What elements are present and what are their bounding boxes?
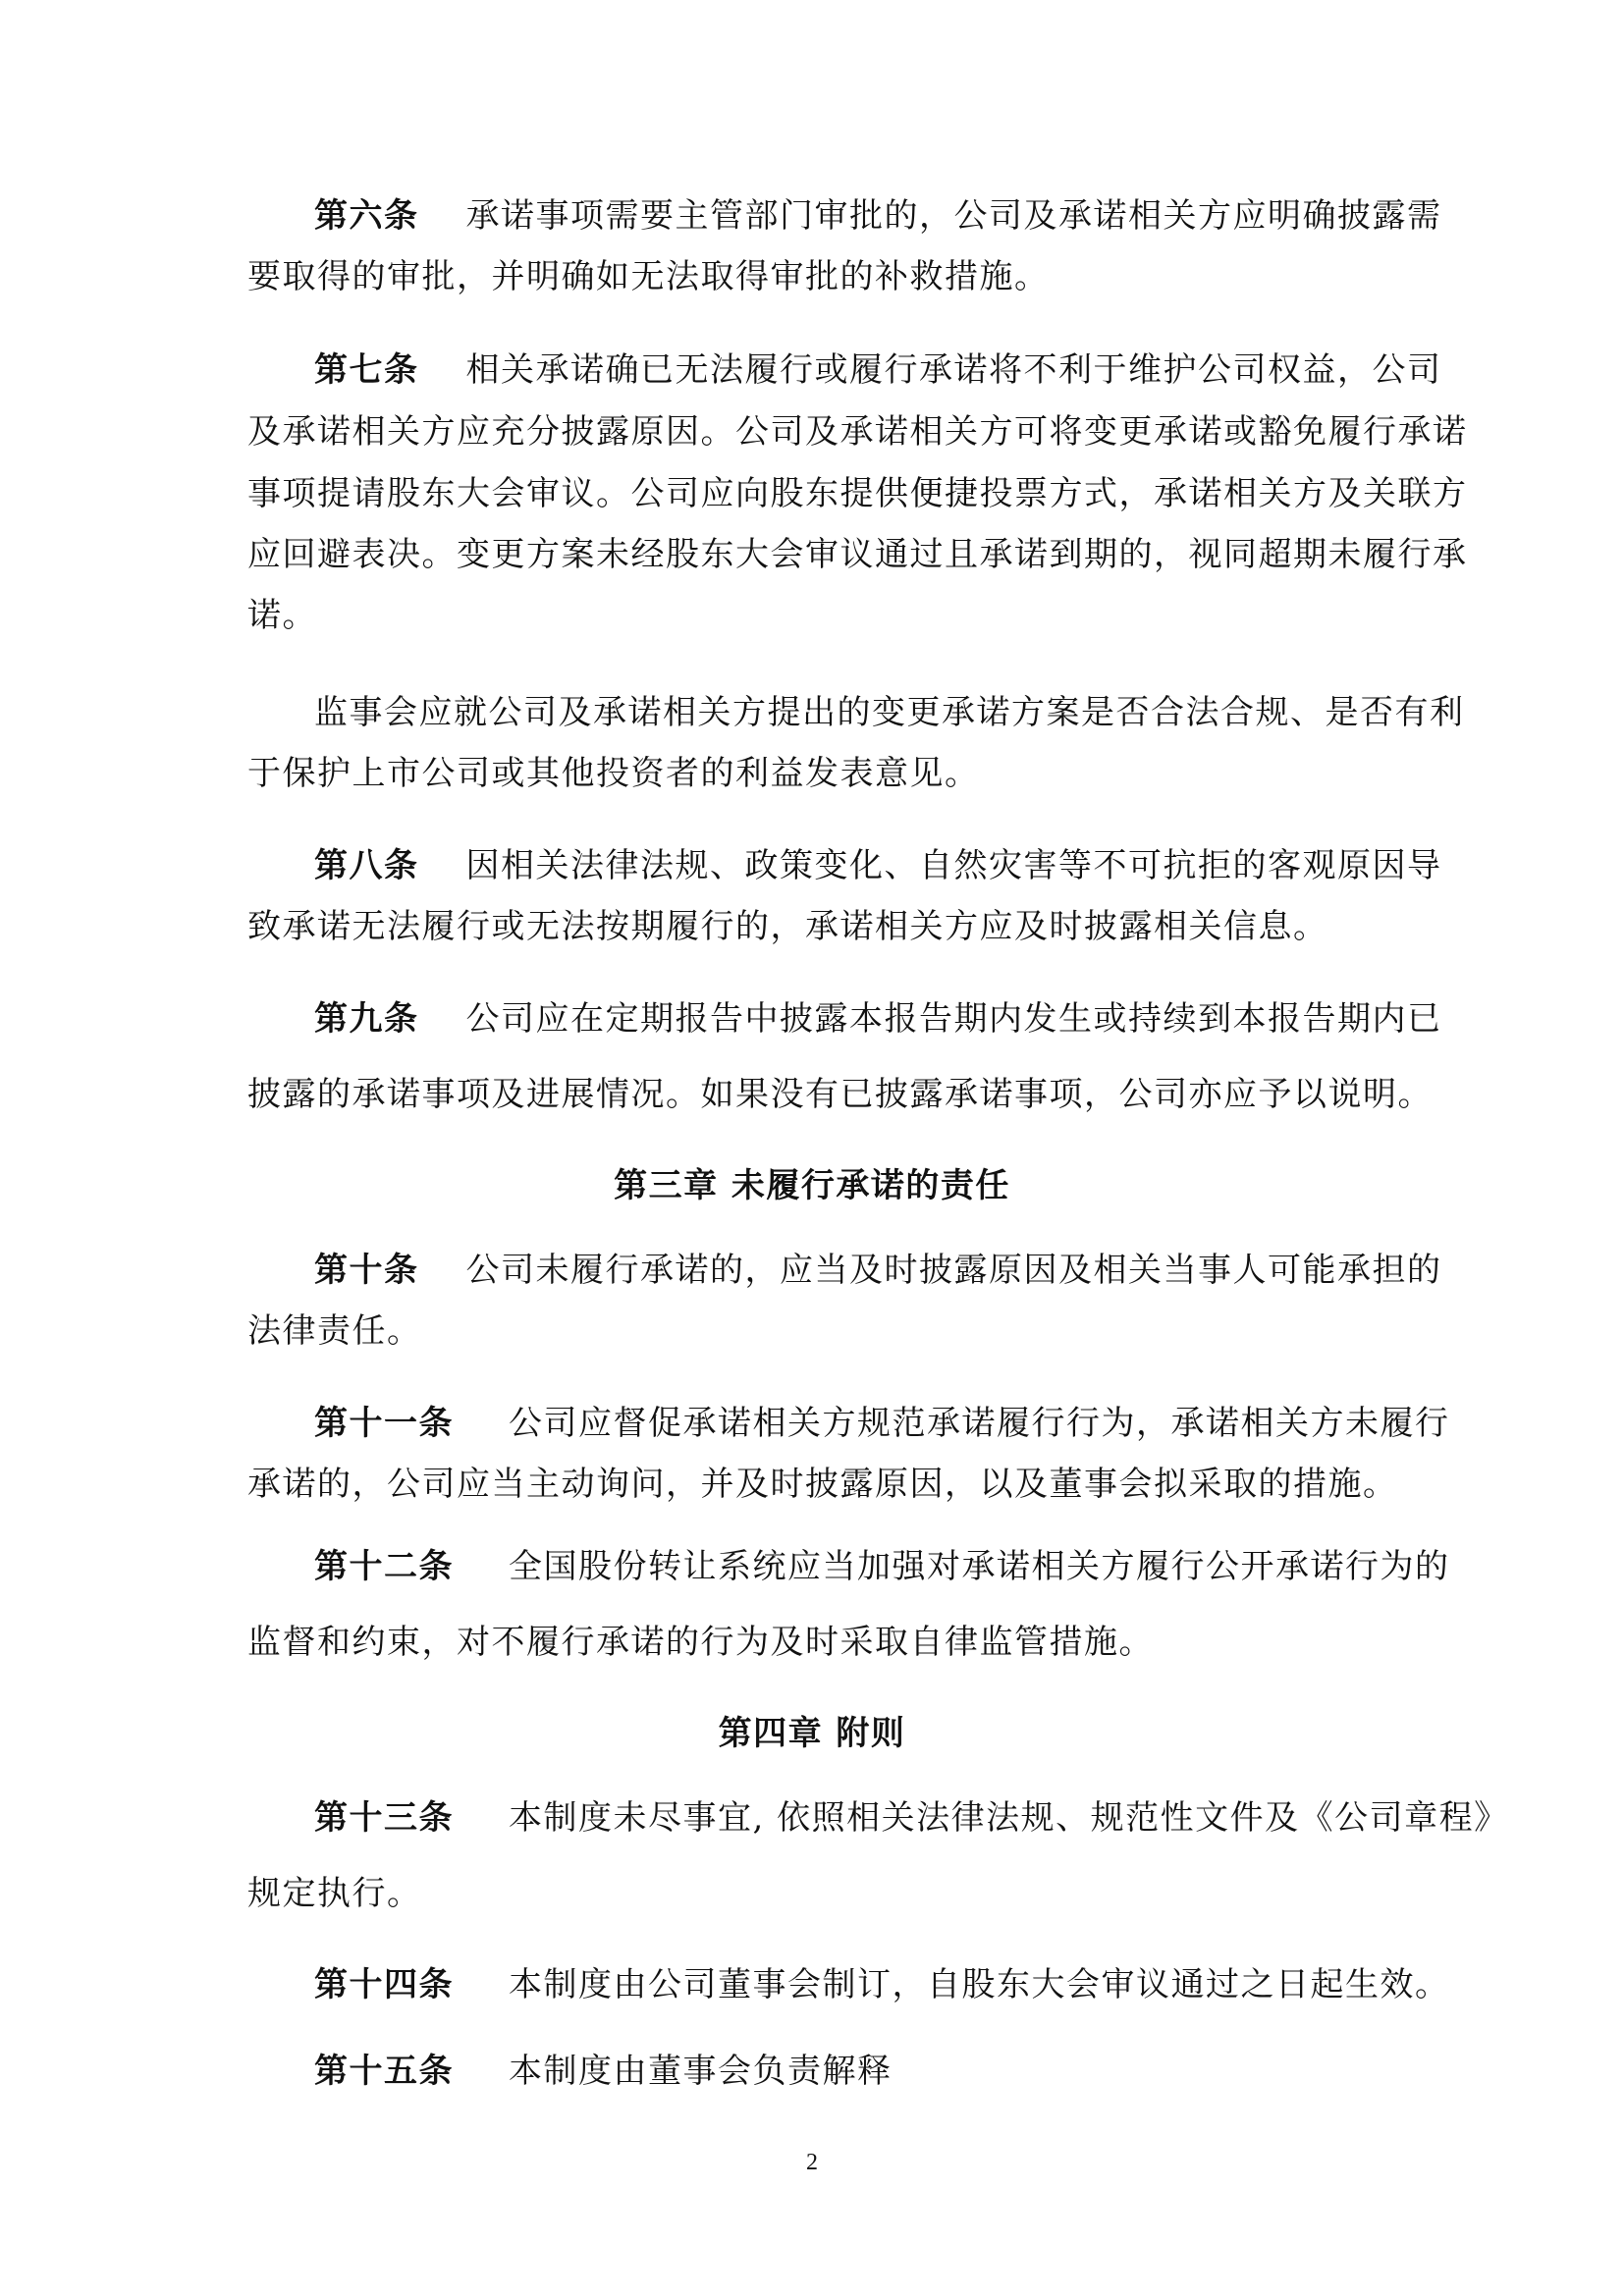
article-text: 承诺事项需要主管部门审批的，公司及承诺相关方应明确披露需	[465, 196, 1442, 236]
article-number: 第十条	[314, 1251, 419, 1290]
article-text: 本制度未尽事宜, 依照相关法律法规、规范性文件及《公司章程》	[509, 1798, 1509, 1838]
paragraph-text: 于保护上市公司或其他投资者的利益发表意见。	[247, 754, 980, 793]
article-text: 应回避表决。变更方案未经股东大会审议通过且承诺到期的，视同超期未履行承	[247, 535, 1468, 574]
chapter-3-heading: 第三章 未履行承诺的责任	[614, 1166, 1010, 1205]
article-text: 披露的承诺事项及进展情况。如果没有已披露承诺事项，公司亦应予以说明。	[247, 1075, 1433, 1114]
article-number: 第九条	[314, 999, 419, 1039]
article-text: 监督和约束，对不履行承诺的行为及时采取自律监管措施。	[247, 1623, 1154, 1662]
article-number: 第十一条	[314, 1404, 454, 1443]
article-text: 因相关法律法规、政策变化、自然灾害等不可抗拒的客观原因导	[465, 846, 1442, 885]
article-text: 本制度由董事会负责解释	[509, 2052, 893, 2091]
article-text: 承诺的，公司应当主动询问，并及时披露原因，以及董事会拟采取的措施。	[247, 1465, 1398, 1504]
article-number: 第十五条	[314, 2052, 454, 2091]
article-text: 事项提请股东大会审议。公司应向股东提供便捷投票方式，承诺相关方及关联方	[247, 474, 1468, 513]
article-text: 公司未履行承诺的，应当及时披露原因及相关当事人可能承担的	[465, 1251, 1442, 1290]
article-text: 公司应督促承诺相关方规范承诺履行行为，承诺相关方未履行	[509, 1404, 1450, 1443]
chapter-4-heading: 第四章 附则	[718, 1714, 906, 1753]
article-text: 公司应在定期报告中披露本报告期内发生或持续到本报告期内已	[465, 999, 1442, 1039]
article-text: 全国股份转让系统应当加强对承诺相关方履行公开承诺行为的	[509, 1547, 1450, 1586]
article-text: 规定执行。	[247, 1874, 422, 1913]
article-number: 第八条	[314, 846, 419, 885]
article-text: 本制度由公司董事会制订，自股东大会审议通过之日起生效。	[509, 1965, 1450, 2004]
page-number: 2	[806, 2150, 818, 2175]
paragraph-text: 监事会应就公司及承诺相关方提出的变更承诺方案是否合法合规、是否有利	[314, 693, 1465, 732]
article-number: 第十二条	[314, 1547, 454, 1586]
article-text: 及承诺相关方应充分披露原因。公司及承诺相关方可将变更承诺或豁免履行承诺	[247, 412, 1468, 452]
article-number: 第六条	[314, 196, 419, 236]
article-text: 诺。	[247, 596, 317, 635]
article-text: 法律责任。	[247, 1311, 422, 1351]
article-text: 相关承诺确已无法履行或履行承诺将不利于维护公司权益，公司	[465, 350, 1442, 390]
article-number: 第十三条	[314, 1798, 454, 1838]
article-number: 第十四条	[314, 1965, 454, 2004]
article-text: 致承诺无法履行或无法按期履行的，承诺相关方应及时披露相关信息。	[247, 907, 1328, 946]
article-text: 要取得的审批，并明确如无法取得审批的补救措施。	[247, 257, 1050, 296]
article-number: 第七条	[314, 350, 419, 390]
